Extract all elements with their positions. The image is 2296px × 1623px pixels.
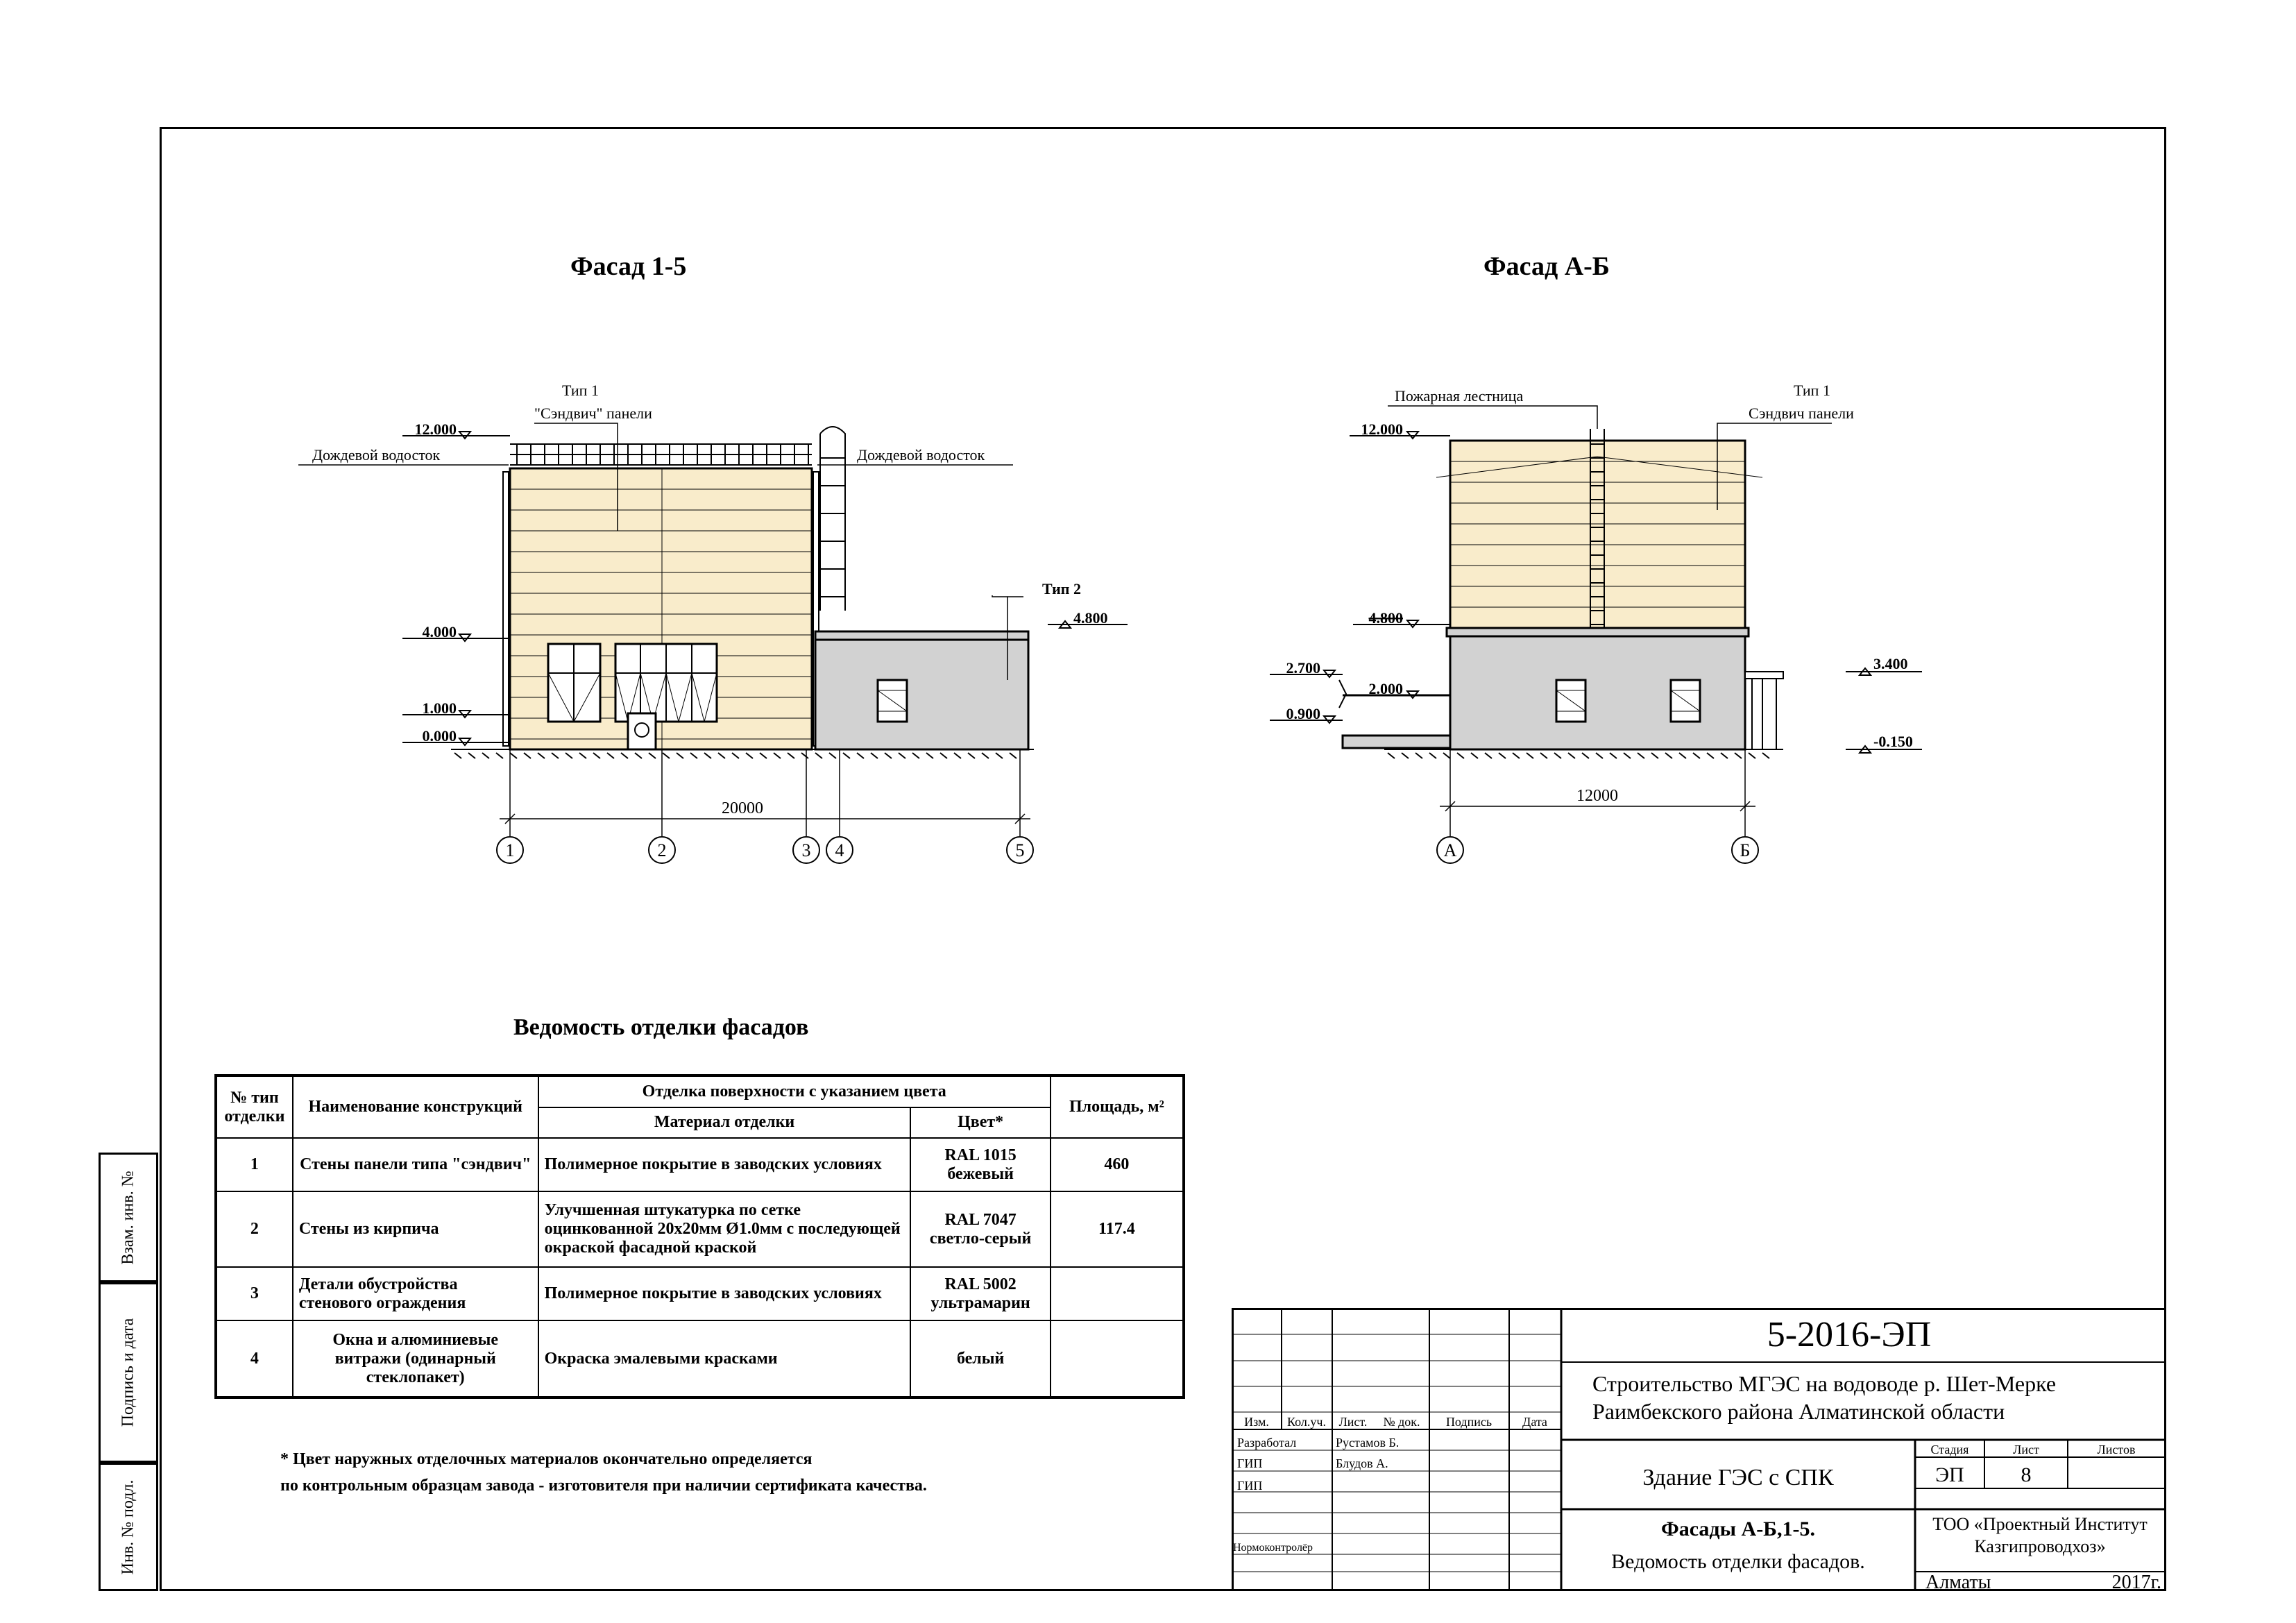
facade-1-5-title: Фасад 1-5: [570, 252, 687, 281]
stamp-code: 5-2016-ЭП: [1767, 1315, 1932, 1354]
callout-type1-sub: Сэндвич панели: [1749, 405, 1854, 422]
level-1: 1.000: [422, 699, 457, 717]
table-row: [216, 1320, 1184, 1397]
row-name: Детали обустройства стенового ограждения: [293, 1267, 538, 1320]
axis-5: 5: [1015, 840, 1025, 860]
level-m0-15: -0.150: [1873, 733, 1913, 750]
level-4-8: 4.800: [1073, 609, 1108, 627]
table-row: [216, 1138, 1184, 1191]
level-2-7: 2.700: [1286, 659, 1320, 677]
row-name: Окна и алюминиевые витражи (одинарный стеклопакет): [293, 1320, 538, 1397]
side-box-vzam: [99, 1153, 158, 1282]
side-label-inv: Инв. № подл.: [119, 1479, 137, 1574]
level-3-4: 3.400: [1873, 655, 1908, 672]
stamp-col-sign: Подпись: [1445, 1415, 1493, 1429]
window-left: [548, 644, 600, 722]
row-area: [1051, 1267, 1184, 1320]
row-num: 4: [216, 1320, 293, 1397]
level-4: 4.000: [422, 623, 457, 640]
row-material: Полимерное покрытие в заводских условиях: [538, 1267, 911, 1320]
stamp-city: Алматы: [1925, 1572, 1991, 1591]
roof-railing: [510, 444, 812, 465]
window-vitrage: [615, 644, 717, 722]
axis-bubbles: [1437, 837, 1758, 863]
axis-a: А: [1443, 840, 1457, 860]
stamp-sheets-label: Листов: [2097, 1443, 2136, 1456]
cornice: [1447, 628, 1749, 636]
header-num: № тип отделки: [216, 1076, 293, 1138]
dimension-20000: 20000: [722, 799, 763, 817]
stamp-role-3: ГИП: [1237, 1479, 1263, 1493]
stamp-role-2: ГИП: [1237, 1456, 1263, 1470]
schedule-note-1: * Цвет наружных отделочных материалов окончательно определяется: [280, 1450, 813, 1468]
callout-type1: Тип 1: [1794, 382, 1830, 399]
annex-window: [878, 680, 907, 722]
callout-type1-sub: "Сэндвич" панели: [534, 405, 652, 422]
callout-drain-right: Дождевой водосток: [857, 446, 985, 464]
row-area: 460: [1051, 1138, 1184, 1191]
fire-ladder: [820, 427, 845, 611]
callout-type1: Тип 1: [562, 382, 599, 399]
level-12: 12.000: [1361, 420, 1403, 438]
stamp-stage: ЭП: [1935, 1463, 1964, 1486]
facade-1-5-drawing: [298, 375, 1193, 874]
facade-a-b-drawing: [1228, 375, 1957, 874]
row-num: 1: [216, 1138, 293, 1191]
axis-2: 2: [657, 840, 667, 860]
stamp-col-date: Дата: [1522, 1415, 1547, 1429]
axis-bubbles: [497, 837, 1033, 863]
row-name: Стены панели типа "сэндвич": [293, 1138, 538, 1191]
title-block: [1232, 1308, 2166, 1591]
callout-type2: Тип 2: [1042, 580, 1081, 597]
stamp-org-1: ТОО «Проектный Институт: [1932, 1514, 2148, 1534]
header-name: Наименование конструкций: [293, 1076, 538, 1138]
stamp-sheet-title-1: Фасады А-Б,1-5.: [1660, 1518, 1816, 1540]
stamp-sheet-label: Лист: [2013, 1443, 2039, 1456]
dimension-12000: 12000: [1576, 787, 1618, 805]
finish-schedule-table: [214, 1074, 1185, 1399]
annex-cornice: [815, 631, 1028, 640]
callout-ladder: Пожарная лестница: [1395, 387, 1524, 405]
dimension-line: [500, 749, 1030, 836]
row-material: Улучшенная штукатурка по сетке оцинкованной 20х20мм Ø1.0мм с последующей окраской фасадной краской: [538, 1191, 911, 1267]
level-marks-left: [402, 432, 510, 745]
schedule-note-2: по контрольным образцам завода - изготовителя при наличии сертификата качества.: [280, 1477, 927, 1495]
table-row: [216, 1267, 1184, 1320]
stamp-sheet-no: 8: [2021, 1463, 2032, 1486]
stamp-col-list: Лист.: [1338, 1415, 1368, 1429]
ground-line: [451, 749, 1034, 758]
stamp-project-1: Строительство МГЭС на водоводе р. Шет-Мерке: [1592, 1371, 2057, 1396]
door-vent: [628, 713, 656, 749]
stamp-project-2: Раимбекского района Алматинской области: [1592, 1399, 2005, 1424]
side-box-inv: [99, 1463, 158, 1591]
table-row: [216, 1191, 1184, 1267]
stamp-name-2: Блудов А.: [1336, 1456, 1388, 1470]
row-num: 3: [216, 1267, 293, 1320]
stamp-col-doc: № док.: [1383, 1415, 1420, 1429]
level-4-8: 4.800: [1368, 609, 1403, 627]
level-2: 2.000: [1368, 680, 1403, 697]
drainpipe-left: [503, 472, 509, 746]
window-a: [1556, 680, 1585, 722]
window-b: [1671, 680, 1700, 722]
level-0-9: 0.900: [1286, 705, 1320, 722]
stamp-sheet-title-2: Ведомость отделки фасадов.: [1611, 1550, 1865, 1573]
stamp-role-4: Нормоконтролёр: [1233, 1542, 1313, 1554]
row-color: RAL 7047 светло-серый: [910, 1191, 1050, 1267]
brick-annex-wall: [815, 637, 1028, 749]
stamp-role-1: Разработал: [1237, 1436, 1297, 1450]
side-box-podpis: [99, 1282, 158, 1463]
header-color: Цвет*: [910, 1107, 1050, 1138]
stamp-stage-label: Стадия: [1930, 1443, 1969, 1456]
row-area: 117.4: [1051, 1191, 1184, 1267]
row-color: белый: [910, 1320, 1050, 1397]
level-12: 12.000: [414, 420, 457, 438]
header-area: Площадь, м²: [1051, 1076, 1184, 1138]
level-0: 0.000: [422, 727, 457, 745]
stamp-org-2: Казгипроводхоз»: [1974, 1536, 2106, 1556]
row-area: [1051, 1320, 1184, 1397]
stamp-object: Здание ГЭС с СПК: [1642, 1465, 1834, 1490]
row-color: RAL 5002 ультрамарин: [910, 1267, 1050, 1320]
schedule-title: Ведомость отделки фасадов: [513, 1014, 809, 1040]
row-num: 2: [216, 1191, 293, 1267]
header-finish-group: Отделка поверхности с указанием цвета: [538, 1076, 1051, 1107]
row-material: Полимерное покрытие в заводских условиях: [538, 1138, 911, 1191]
axis-3: 3: [801, 840, 811, 860]
callout-drain-left: Дождевой водосток: [312, 446, 441, 464]
facade-a-b-title: Фасад А-Б: [1483, 252, 1610, 281]
stamp-col-izm: Изм.: [1244, 1415, 1269, 1429]
stamp-name-1: Рустамов Б.: [1336, 1436, 1400, 1450]
header-material: Материал отделки: [538, 1107, 911, 1138]
row-material: Окраска эмалевыми красками: [538, 1320, 911, 1397]
side-label-podpis: Подпись и дата: [119, 1318, 137, 1427]
axis-1: 1: [505, 840, 515, 860]
stamp-year: 2017г.: [2111, 1572, 2161, 1591]
axis-b: Б: [1740, 840, 1751, 860]
ground-line: [1384, 749, 1783, 758]
axis-4: 4: [835, 840, 844, 860]
side-label-vzam: Взам. инв. №: [119, 1170, 137, 1265]
stamp-col-kol: Кол.уч.: [1287, 1415, 1326, 1429]
row-color: RAL 1015 бежевый: [910, 1138, 1050, 1191]
right-canopy: [1745, 672, 1783, 749]
row-name: Стены из кирпича: [293, 1191, 538, 1267]
